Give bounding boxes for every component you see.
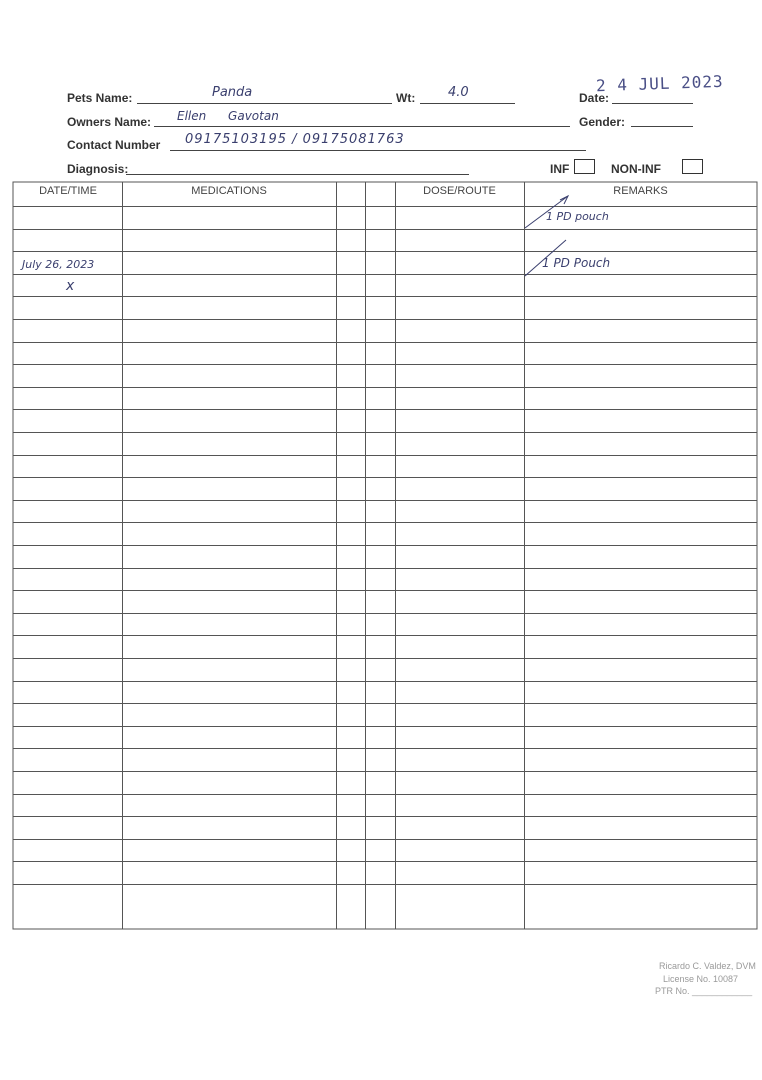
- date-label: Date:: [579, 91, 610, 105]
- wt-label: Wt:: [396, 91, 416, 105]
- date-stamp: 2 4 JUL 2023: [595, 71, 724, 96]
- contact-value: 09175103195 / 09175081763: [185, 132, 405, 147]
- row3-date: July 26, 2023: [22, 258, 95, 271]
- gender-label: Gender:: [579, 115, 626, 129]
- header-datetime: DATE/TIME: [39, 185, 97, 197]
- noninf-label: NON-INF: [611, 162, 661, 176]
- pets-name-value: Panda: [212, 85, 253, 100]
- wt-value: 4.0: [448, 85, 469, 100]
- row3-remark: 1 PD Pouch: [542, 256, 611, 270]
- row1-remark: 1 PD pouch: [546, 210, 609, 223]
- inf-label: INF: [550, 162, 570, 176]
- pets-name-label: Pets Name:: [67, 91, 133, 105]
- header-medications: MEDICATIONS: [191, 185, 267, 197]
- row4-initial: x: [66, 278, 75, 294]
- diagnosis-label: Diagnosis:: [67, 162, 129, 176]
- owners-name-label: Owners Name:: [67, 115, 152, 129]
- header-dose-route: DOSE/ROUTE: [423, 185, 496, 197]
- vet-ptr: PTR No. ____________: [655, 986, 753, 996]
- vet-signature-name: Ricardo C. Valdez, DVM: [659, 961, 756, 971]
- header-remarks: REMARKS: [613, 185, 668, 197]
- vet-license: License No. 10087: [663, 974, 739, 984]
- contact-label: Contact Number: [67, 138, 161, 152]
- owners-name-value: Ellen Gavotan: [177, 109, 279, 123]
